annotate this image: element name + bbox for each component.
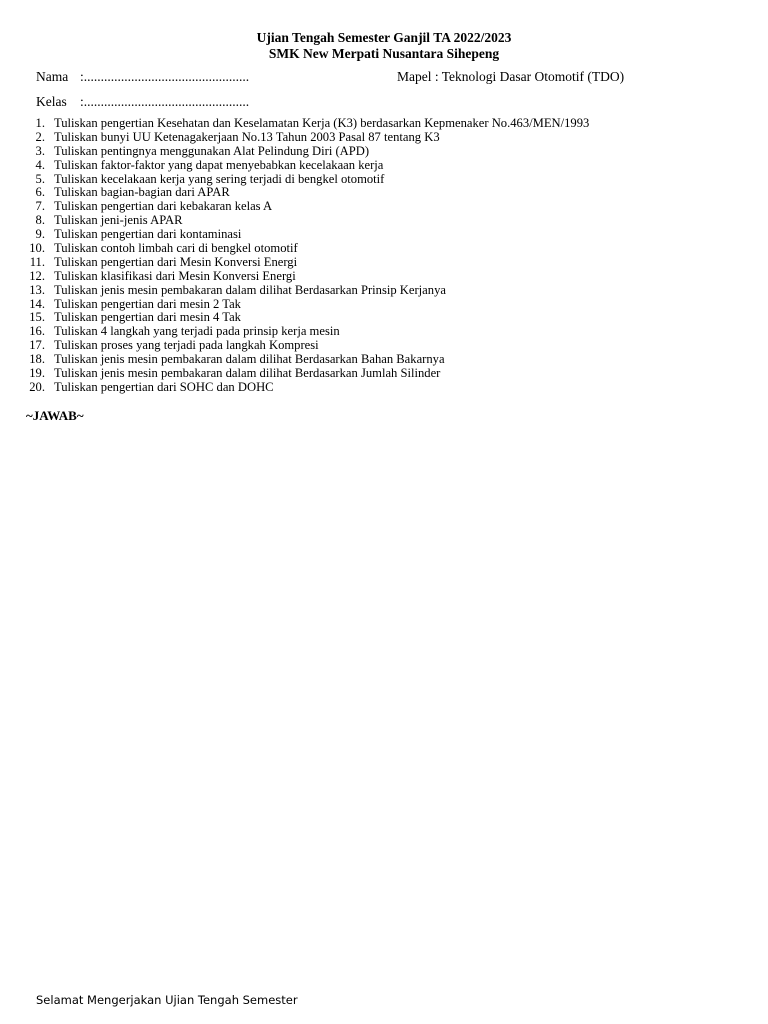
exam-title: Ujian Tengah Semester Ganjil TA 2022/2023 [256,30,512,45]
question-text: Tuliskan klasifikasi dari Mesin Konversi Energi [54,268,296,283]
question-text: Tuliskan pengertian dari SOHC dan DOHC [54,379,274,394]
question-text: Tuliskan pengertian dari mesin 4 Tak [54,310,241,325]
question-text: Tuliskan pentingnya menggunakan Alat Pelindung Diri (APD) [54,143,370,158]
question-number: 5. [35,171,45,186]
question-text: Tuliskan jenis mesin pembakaran dalam dilihat Berdasarkan Bahan Bakarnya [54,352,445,367]
question-number: 11. [29,254,45,269]
question-number: 14. [29,296,45,311]
question-number: 3. [35,143,45,158]
footer-text: Selamat Mengerjakan Ujian Tengah Semester [36,993,298,1007]
question-text: Tuliskan pengertian Kesehatan dan Keselamatan Kerja (K3) berdasarkan Kepmenaker No.463/MEN/1993 [54,116,590,130]
mapel-field [397,69,624,85]
question-number: 16. [29,324,45,339]
question-number: 19. [29,366,45,381]
kelas-blank: :................................................. [80,94,250,109]
question-number: 10. [29,241,45,256]
nama-label: Nama [36,69,69,84]
question-number: 2. [35,129,45,144]
question-text: Tuliskan kecelakaan kerja yang sering terjadi di bengkel otomotif [54,171,385,186]
question-number: 17. [29,338,45,353]
question-text: Tuliskan contoh limbah cari di bengkel otomotif [54,241,298,256]
question-number: 6. [35,185,45,200]
kelas-label: Kelas [36,94,67,109]
nama-field [36,69,249,85]
question-text: Tuliskan 4 langkah yang terjadi pada prinsip kerja mesin [54,324,340,339]
question-number: 1. [35,116,45,130]
mapel-label: Mapel [397,69,432,84]
question-text: Tuliskan bunyi UU Ketenagakerjaan No.13 Tahun 2003 Pasal 87 tentang K3 [54,129,440,144]
question-number: 15. [29,310,45,325]
question-text: Tuliskan pengertian dari kontaminasi [54,227,242,242]
question-text: Tuliskan jenis mesin pembakaran dalam dilihat Berdasarkan Prinsip Kerjanya [54,282,446,297]
mapel-value: : Teknologi Dasar Otomotif (TDO) [431,69,625,84]
question-text: Tuliskan pengertian dari Mesin Konversi Energi [54,254,298,269]
question-text: Tuliskan jeni-jenis APAR [54,213,183,228]
kelas-field [36,94,249,110]
question-number: 9. [35,227,45,242]
question-text: Tuliskan pengertian dari kebakaran kelas A [54,199,273,214]
question-text: Tuliskan jenis mesin pembakaran dalam dilihat Berdasarkan Jumlah Silinder [54,366,441,381]
question-text: Tuliskan bagian-bagian dari APAR [54,185,230,200]
answer-heading: ~JAWAB~ [26,408,84,423]
nama-blank: :................................................. [80,69,250,84]
school-name: SMK New Merpati Nusantara Sihepeng [268,46,500,61]
question-number: 12. [29,268,45,283]
question-number: 7. [35,199,45,214]
question-number: 13. [29,282,45,297]
question-number: 18. [29,352,45,367]
question-number: 20. [29,379,45,394]
question-number: 8. [35,213,45,228]
question-text: Tuliskan faktor-faktor yang dapat menyebabkan kecelakaan kerja [54,157,384,172]
question-text: Tuliskan pengertian dari mesin 2 Tak [54,296,241,311]
exam-header [0,30,768,62]
question-number: 4. [35,157,45,172]
question-text: Tuliskan proses yang terjadi pada langkah Kompresi [54,338,319,353]
